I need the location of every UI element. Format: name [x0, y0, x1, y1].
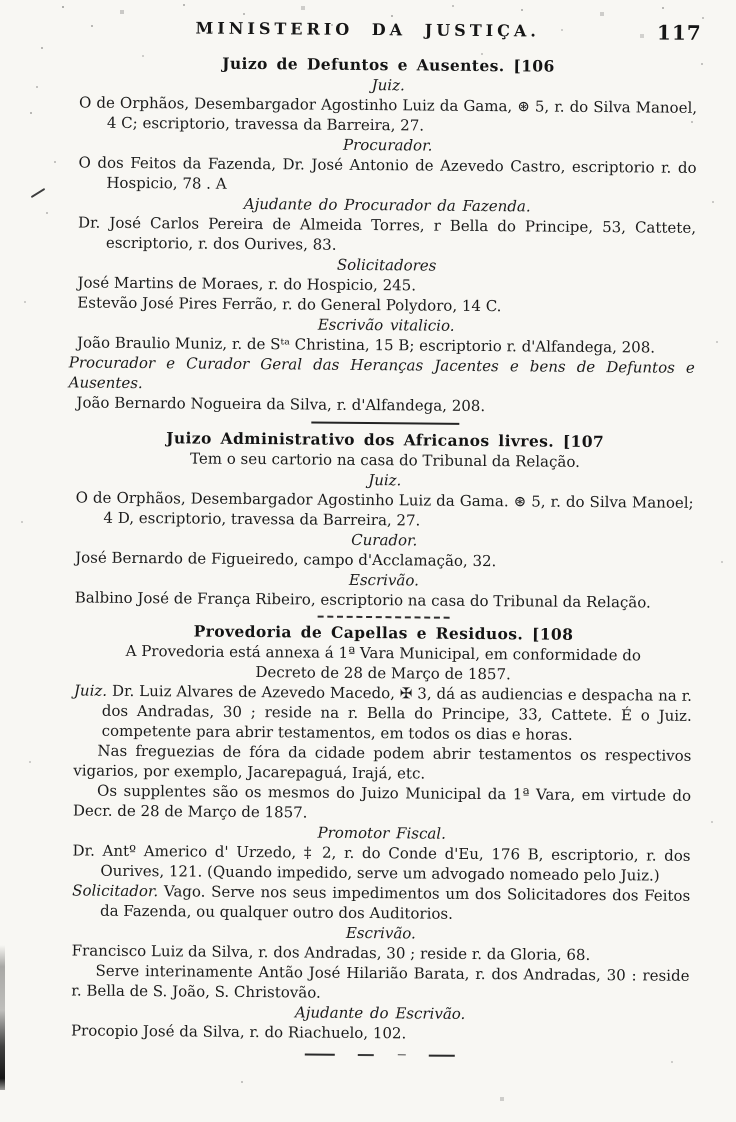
role-lead: Solicitador.: [72, 881, 159, 901]
directory-entry: João Bernardo Nogueira da Silva, r. d'Alfandega, 208.: [76, 393, 486, 416]
section-ref: [106: [513, 56, 555, 76]
page-title: MINISTERIO DA JUSTIÇA.: [195, 18, 540, 41]
directory-entry: Dr. Antº Americo d' Urzedo, ‡ 2, r. do Conde d'Eu, 176 B, escriptorio, r. dos Ourives, 121. (Quando impedido, serve um advogado nomeado pelo Juiz.): [72, 841, 691, 885]
role-subheading: Ajudante do Procurador da Fazenda.: [243, 194, 531, 216]
role-subheading: Juiz.: [368, 471, 402, 490]
running-header: [0, 0, 736, 49]
role-subheading: Ajudante do Escrivão.: [294, 1003, 466, 1023]
directory-entry: Balbino José de França Ribeiro, escriptorio na casa do Tribunal da Relação.: [74, 588, 651, 612]
role-subheading: Solicitadores: [336, 255, 437, 275]
directory-entry: Francisco Luiz da Silva, r. dos Andradas, 30 ; reside r. da Gloria, 68.: [71, 941, 591, 964]
role-subheading: Procurador.: [342, 135, 433, 155]
paragraph: Os supplentes são os mesmos do Juizo Municipal da 1ª Vara, em virtude do Decr. de 28 de Março de 1857.: [72, 781, 692, 822]
entry-text: Dr. Luiz Alvares de Azevedo Macedo, ✠ 3, dá as audiencias e despacha na r. dos Andradas, 30 ; reside na r. Bella do Principe, 33, Cattete. É o Juiz. competente para abrir testamentos, em todos os dias e horas.: [101, 681, 693, 744]
directory-entry: [74, 680, 693, 745]
section-divider: [318, 616, 450, 619]
entry-text: Vago. Serve nos seus impedimentos um dos Solicitadores dos Feitos da Fazenda, ou qualquer outro dos Auditorios.: [99, 882, 691, 923]
directory-entry: O de Orphãos, Desembargador Agostinho Luiz da Gama, ⊛ 5, r. do Silva Manoel, 4 C; escriptorio, travessa da Barreira, 27.: [79, 93, 698, 135]
section-title: Juizo de Defuntos e Ausentes.: [222, 53, 505, 76]
section-title: Provedoria de Capellas e Residuos.: [193, 621, 524, 644]
directory-entry: João Braulio Muniz, r. de Sᵗᵃ Christina, 15 B; escriptorio r. d'Alfandega, 208.: [76, 333, 656, 357]
directory-entry: [72, 880, 690, 925]
directory-entry: O dos Feitos da Fazenda, Dr. José Antonio de Azevedo Castro, escriptorio r. do Hospicio, 78 . A: [78, 153, 697, 193]
section-divider: [311, 422, 459, 425]
section-provedoria-capellas: [71, 619, 693, 1045]
directory-entry: Estevão José Pires Ferrão, r. do General Polydoro, 14 C.: [77, 293, 502, 316]
section-defuntos-e-ausentes: [68, 51, 698, 417]
section-ref: [108: [531, 624, 574, 644]
section-africanos-livres: [75, 426, 695, 612]
italic-note: Procurador e Curador Geral das Heranças Jacentes e bens de Defuntos e Ausentes.: [68, 353, 695, 393]
page-number: 117: [656, 20, 702, 45]
directory-entry: José Bernardo de Figueiredo, campo d'Acclamação, 32.: [75, 548, 497, 571]
end-divider: [305, 1052, 455, 1056]
paragraph: Nas freguezias de fóra da cidade podem abrir testamentos os respectivos vigarios, por exemplo, Jacarepaguá, Irajá, etc.: [73, 741, 692, 783]
role-subheading: Escrivão.: [348, 570, 419, 590]
directory-entry: Procopio José da Silva, r. do Riachuelo, 102.: [70, 1021, 407, 1043]
section-ref: [107: [562, 431, 605, 452]
role-lead: Juiz.: [73, 681, 108, 700]
paragraph: Serve interinamente Antão José Hilarião Barata, r. dos Andradas, 30 : reside r. Bella de S. João, S. Christovão.: [71, 961, 690, 1002]
directory-entry: José Martins de Moraes, r. do Hospicio, 245.: [77, 273, 417, 295]
role-subheading: Escrivão.: [345, 923, 416, 943]
section-title: Juizo Administrativo dos Africanos livres.: [166, 428, 555, 451]
centered-note: A Provedoria está annexa á 1ª Vara Municipal, em conformidade do Decreto de 28 de Março de 1857.: [125, 641, 642, 684]
role-subheading: Curador.: [351, 530, 418, 550]
role-subheading: Juiz.: [371, 76, 405, 95]
role-subheading: Escrivão vitalicio.: [317, 315, 455, 335]
directory-entry: Dr. José Carlos Pereira de Almeida Torres, r Bella do Principe, 53, Cattete, escriptorio, r. dos Ourives, 83.: [77, 213, 697, 254]
centered-note: Tem o seu cartorio na casa do Tribunal da Relação.: [189, 449, 580, 471]
text-column: [68, 51, 698, 1058]
directory-entry: O de Orphãos, Desembargador Agostinho Luiz da Gama. ⊛ 5, r. do Silva Manoel; 4 D, escriptorio, travessa da Barreira, 27.: [75, 488, 694, 530]
role-subheading: Promotor Fiscal.: [317, 823, 446, 843]
